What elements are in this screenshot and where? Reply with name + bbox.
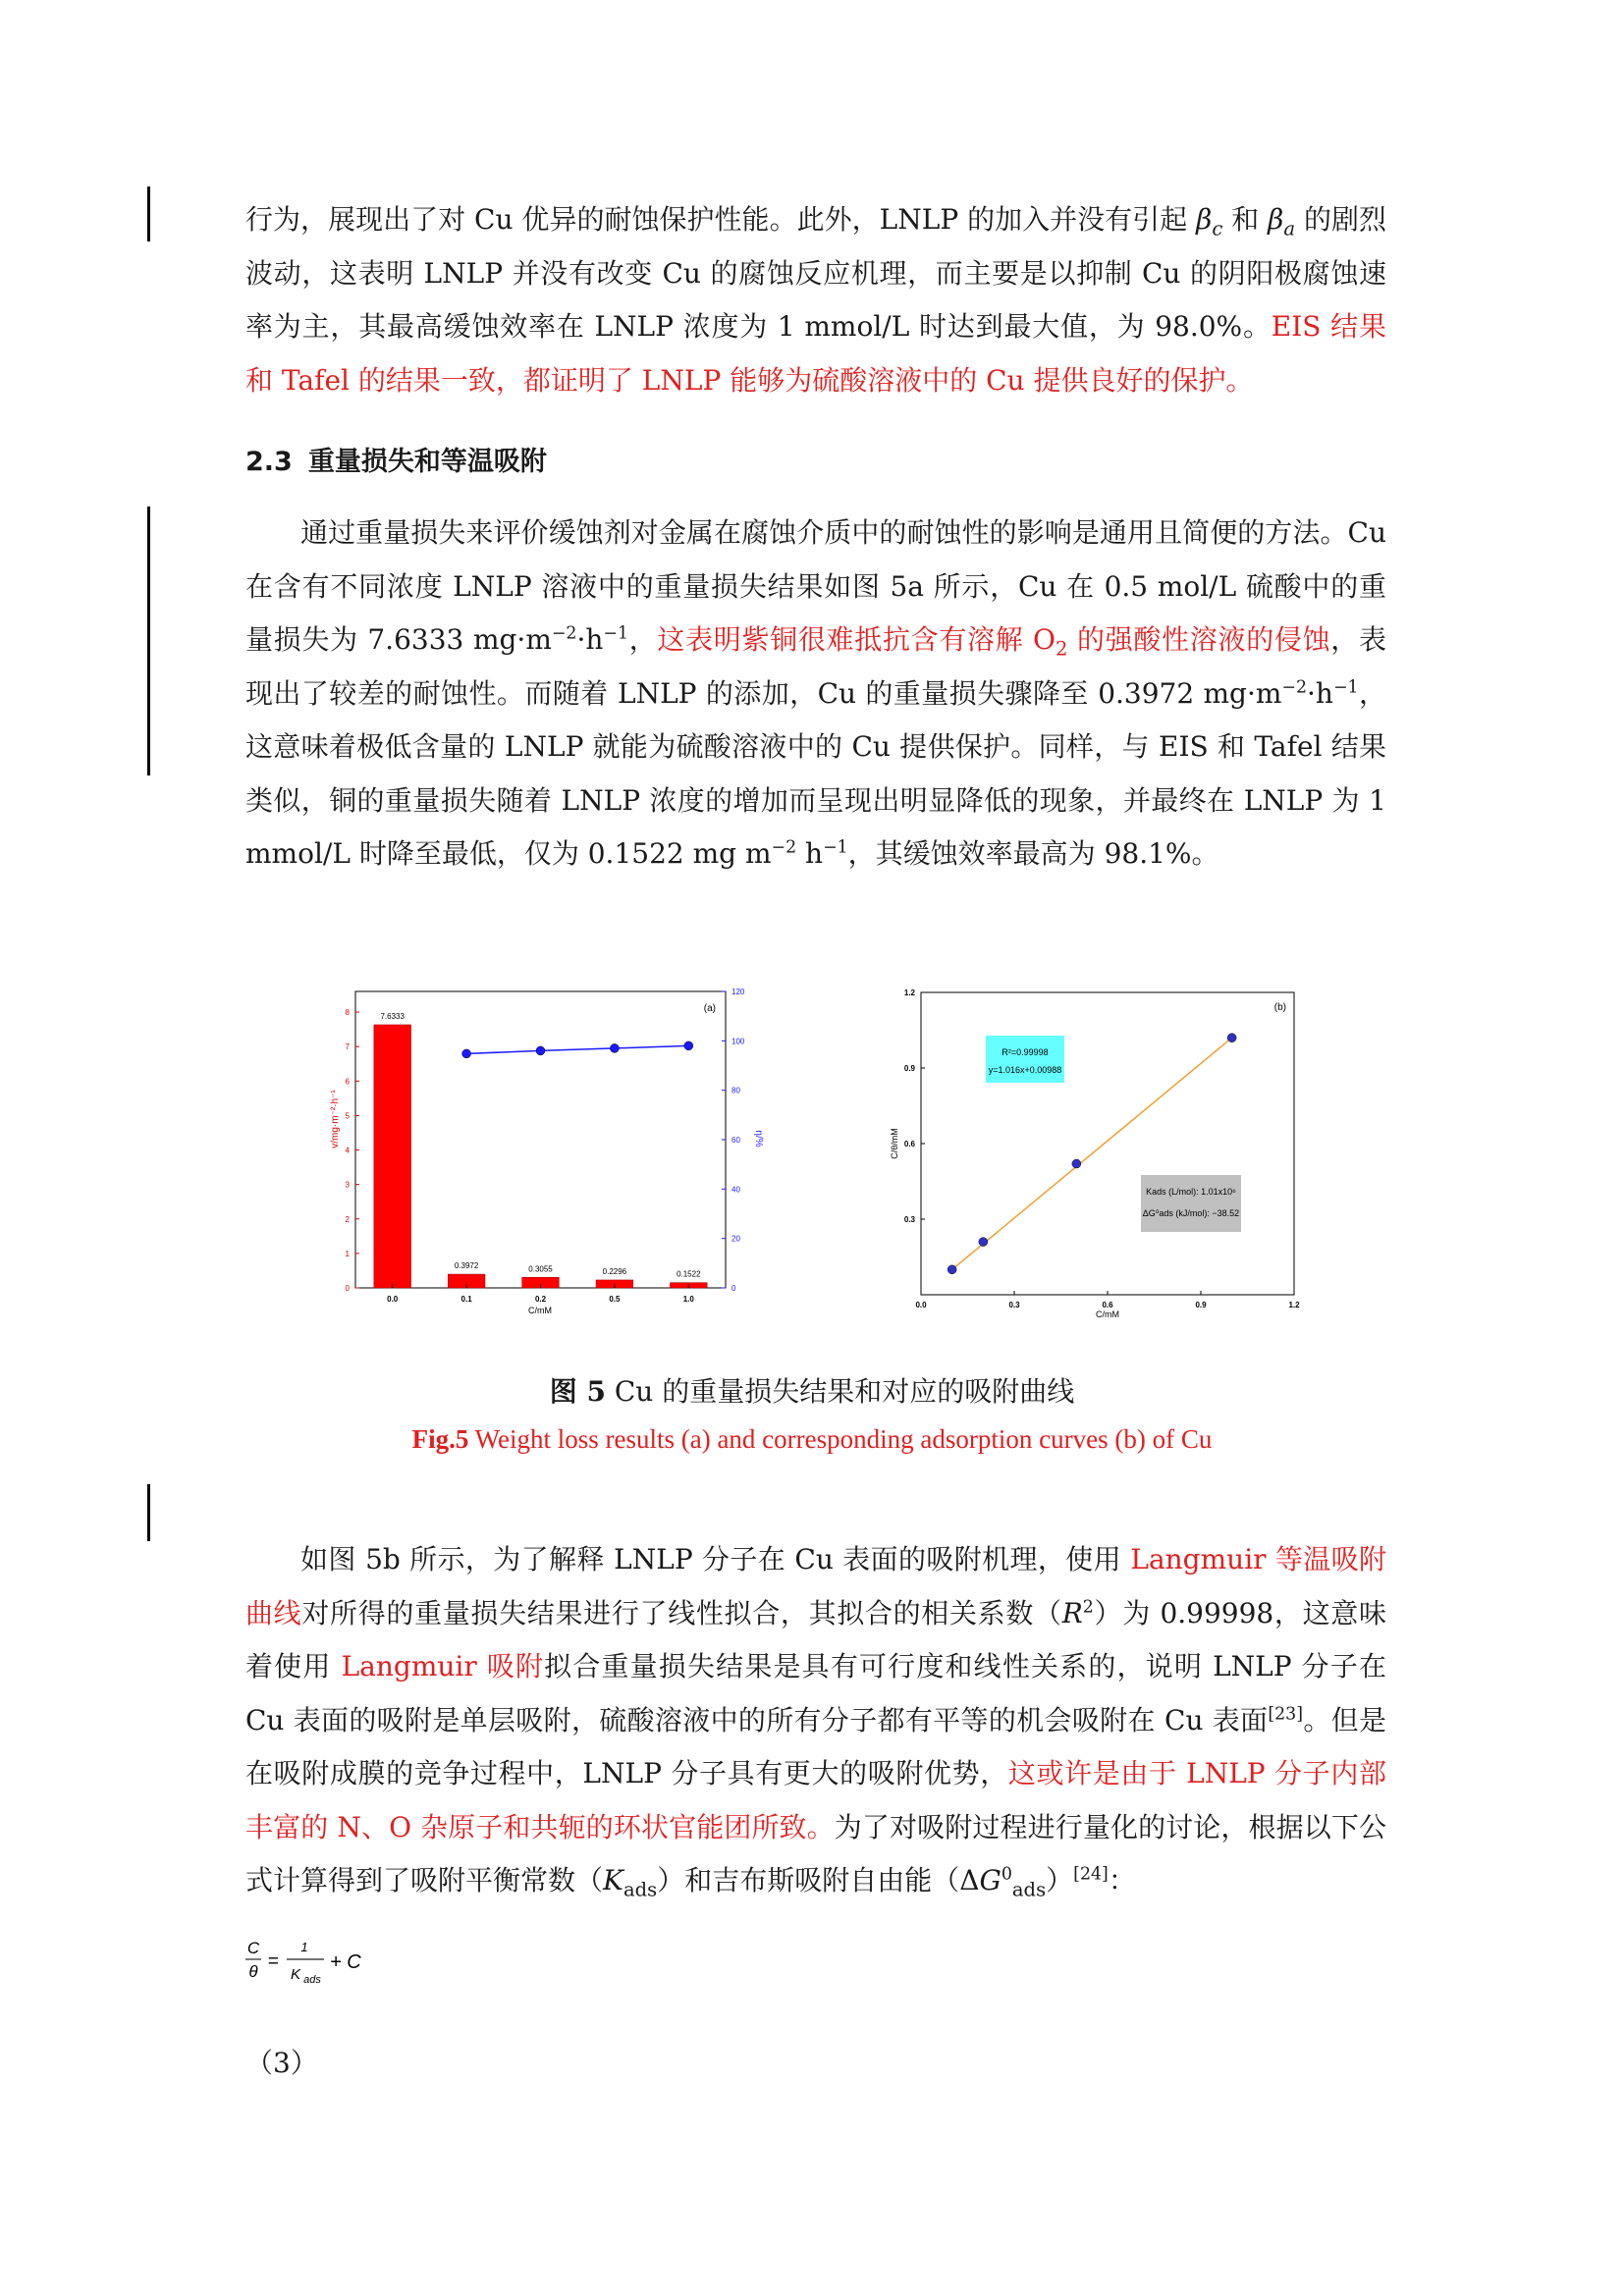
efficiency-point — [684, 1041, 693, 1050]
highlighted-text: 这表明紫铜很难抵抗含有溶解 $O_2$ 的强酸性溶液的侵蚀 — [657, 623, 1331, 661]
y2-tick-label: 100 — [731, 1037, 745, 1046]
eq-numerator: C — [246, 1939, 260, 1957]
section-number: 2.3 — [245, 447, 293, 477]
x-tick-label: 0.0 — [387, 1295, 399, 1304]
efficiency-point — [610, 1043, 619, 1052]
efficiency-point — [536, 1046, 545, 1055]
eq-k: K — [290, 1966, 301, 1983]
bar-value-label: 0.1522 — [677, 1269, 701, 1279]
panel-label: (a) — [703, 1003, 716, 1014]
y2-tick-label: 40 — [731, 1185, 740, 1195]
data-point — [947, 1265, 956, 1274]
fit-r2-label: R²=0.99998 — [1001, 1047, 1049, 1057]
data-point — [1072, 1159, 1081, 1168]
paragraph-3: 如图 5b 所示，为了解释 LNLP 分子在 Cu 表面的吸附机理，使用 Langmuir 等温吸附曲线对所得的重量损失结果进行了线性拟合，其拟合的相关系数$(R^2)$为 0.99998，这意味着使用 Langmuir 吸附拟合重量损失结果是具有可行度和线性关系的，说明 LNLP 分子在 Cu 表面的吸附是单层吸附，硫酸溶液中的所有分子都有平等的机会吸附在 Cu 表面[23]。但是在吸附成膜的竞争过程中，LNLP 分子具有更大的吸附优势，这或许是由于 LNLP 分子内部丰富的 N、O 杂原子和共轭的环状官能团所致。为了对吸附过程进行量化的讨论，根据以下公式计算得到了吸附平衡常数$(K_{ads})$和吉布斯吸附自由能$(\Delta G^0_{ads})[24]$： — [245, 1543, 1386, 1901]
x-tick-label: 0.9 — [1195, 1301, 1207, 1309]
y-tick-label: 3 — [345, 1180, 350, 1190]
efficiency-line — [466, 1045, 688, 1053]
y2-tick-label: 120 — [731, 988, 745, 996]
figure-5b-adsorption-chart — [884, 977, 1316, 1330]
highlighted-text: Langmuir 吸附 — [341, 1650, 545, 1682]
bar-value-label: 0.3055 — [528, 1264, 553, 1274]
fit-annotation-box — [986, 1036, 1064, 1083]
delta-g-label: ΔG⁰ads (kJ/mol): −38.52 — [1142, 1208, 1240, 1218]
data-point — [1227, 1034, 1236, 1042]
equation-number: （3） — [245, 2047, 318, 2079]
bar-value-label: 0.2296 — [602, 1266, 627, 1276]
data-point — [979, 1238, 988, 1247]
y2-tick-label: 80 — [731, 1086, 740, 1095]
x-tick-label: 0.3 — [1008, 1301, 1020, 1309]
revision-bar — [147, 1484, 150, 1541]
x-axis-label: C/mM — [1096, 1309, 1119, 1319]
y-tick-label: 4 — [345, 1146, 350, 1155]
revision-bar — [147, 507, 150, 775]
y2-tick-label: 20 — [731, 1234, 740, 1244]
y-tick-label: 6 — [345, 1077, 350, 1087]
highlighted-text: Langmuir 等温吸附曲线 — [245, 1543, 1386, 1629]
fit-equation-label: y=1.016x+0.00988 — [988, 1065, 1062, 1075]
revision-bar — [147, 187, 150, 241]
y-axis-label: C/θ/mM — [890, 1128, 899, 1159]
x-tick-label: 1.0 — [682, 1295, 694, 1304]
citation: [23] — [1268, 1704, 1303, 1725]
section-heading — [245, 440, 547, 478]
x-tick-label: 0.2 — [534, 1295, 547, 1304]
y-tick-label: 0 — [345, 1284, 350, 1293]
x-tick-label: 0.0 — [915, 1301, 927, 1309]
paragraph-1: 行为，展现出了对 Cu 优异的耐蚀保护性能。此外，LNLP 的加入并没有引起 $\beta_c$ 和 $\beta_a$ 的剧烈波动，这表明 LNLP 并没有改变 Cu 的腐蚀反应机理，而主要是以抑制 Cu 的阴阳极腐蚀速率为主，其最高缓蚀效率在 LNLP 浓度为 1 mmol/L 时达到最大值，为 98.0%。EIS 结果和 Tafel 的结果一致，都证明了 LNLP 能够为硫酸溶液中的 Cu 提供良好的保护。 — [245, 203, 1386, 397]
section-title: 重量损失和等温吸附 — [307, 447, 547, 477]
figure-5a-weight-loss-chart — [324, 972, 766, 1335]
x-tick-label: 0.1 — [460, 1295, 472, 1304]
bar — [374, 1025, 411, 1288]
caption-label: 图 5 — [549, 1375, 606, 1408]
kads-label: Kads (L/mol): 1.01x10⁶ — [1146, 1187, 1236, 1197]
y-tick-label: 0.3 — [903, 1215, 915, 1224]
paragraph-2: 通过重量损失来评价缓蚀剂对金属在腐蚀介质中的耐蚀性的影响是通用且简便的方法。Cu 在含有不同浓度 LNLP 溶液中的重量损失结果如图 5a 所示，Cu 在 0.5 mol/L 硫酸中的重量损失为 7.6333 $mg\cdot m^{-2}\cdot h^{-1}$，这表明紫铜很难抵抗含有溶解 $O_2$ 的强酸性溶液的侵蚀，表现出了较差的耐蚀性。而随着 LNLP 的添加，Cu 的重量损失骤降至 0.3972 $mg\cdot m^{-2}\cdot h^{-1}$，这意味着极低含量的 LNLP 就能为硫酸溶液中的 Cu 提供保护。同样，与 EIS 和 Tafel 结果类似，铜的重量损失随着 LNLP 浓度的增加而呈现出明显降低的现象，并最终在 LNLP 为 1 mmol/L 时降至最低，仅为 0.1522 mg $m^{-2}$ $h^{-1}$，其缓蚀效率最高为 98.1%。 — [245, 516, 1386, 870]
y-tick-label: 1.2 — [903, 988, 915, 997]
panel-label: (b) — [1273, 1002, 1286, 1013]
figure-caption-cn: 图 5 Cu 的重量损失结果和对应的吸附曲线 — [549, 1375, 1075, 1408]
highlighted-text: 这或许是由于 LNLP 分子内部丰富的 N、O 杂原子和共轭的环状官能团所致。 — [245, 1757, 1386, 1843]
y-tick-label: 7 — [345, 1042, 350, 1052]
y-tick-label: 0.6 — [903, 1140, 915, 1148]
y-tick-label: 0.9 — [903, 1064, 915, 1073]
y-tick-label: 1 — [345, 1249, 350, 1258]
eq-one: 1 — [300, 1940, 308, 1954]
x-tick-label: 0.5 — [609, 1295, 621, 1304]
x-tick-label: 1.2 — [1288, 1301, 1300, 1309]
x-axis-label: C/mM — [528, 1306, 552, 1315]
figure-caption-en: Fig.5 Weight loss results (a) and corresponding adsorption curves (b) of Cu — [411, 1424, 1213, 1454]
langmuir-equation — [244, 1932, 410, 2001]
eq-equals: = — [267, 1951, 279, 1972]
bar-value-label: 0.3972 — [454, 1261, 479, 1271]
citation: [24] — [1073, 1864, 1109, 1885]
y-tick-label: 8 — [345, 1008, 350, 1018]
y-tick-label: 5 — [345, 1111, 350, 1121]
eq-theta: θ — [248, 1962, 258, 1981]
caption-label: Fig.5 — [411, 1424, 469, 1454]
y2-axis-label: η/% — [753, 1130, 764, 1148]
efficiency-point — [462, 1049, 471, 1058]
y2-tick-label: 0 — [731, 1284, 736, 1293]
highlighted-text: EIS 结果和 Tafel 的结果一致，都证明了 LNLP 能够为硫酸溶液中的 Cu 提供良好的保护。 — [245, 310, 1386, 397]
eq-k-sub: ads — [303, 1974, 321, 1986]
y-tick-label: 2 — [345, 1214, 350, 1224]
x-tick-label: 0.6 — [1102, 1301, 1113, 1309]
y-axis-label: v/mg·m⁻²·h⁻¹ — [330, 1090, 341, 1148]
eq-plus-c: + C — [330, 1951, 361, 1973]
bar-value-label: 7.6333 — [380, 1011, 405, 1021]
params-annotation-box — [1141, 1175, 1241, 1232]
y2-tick-label: 60 — [731, 1136, 740, 1145]
